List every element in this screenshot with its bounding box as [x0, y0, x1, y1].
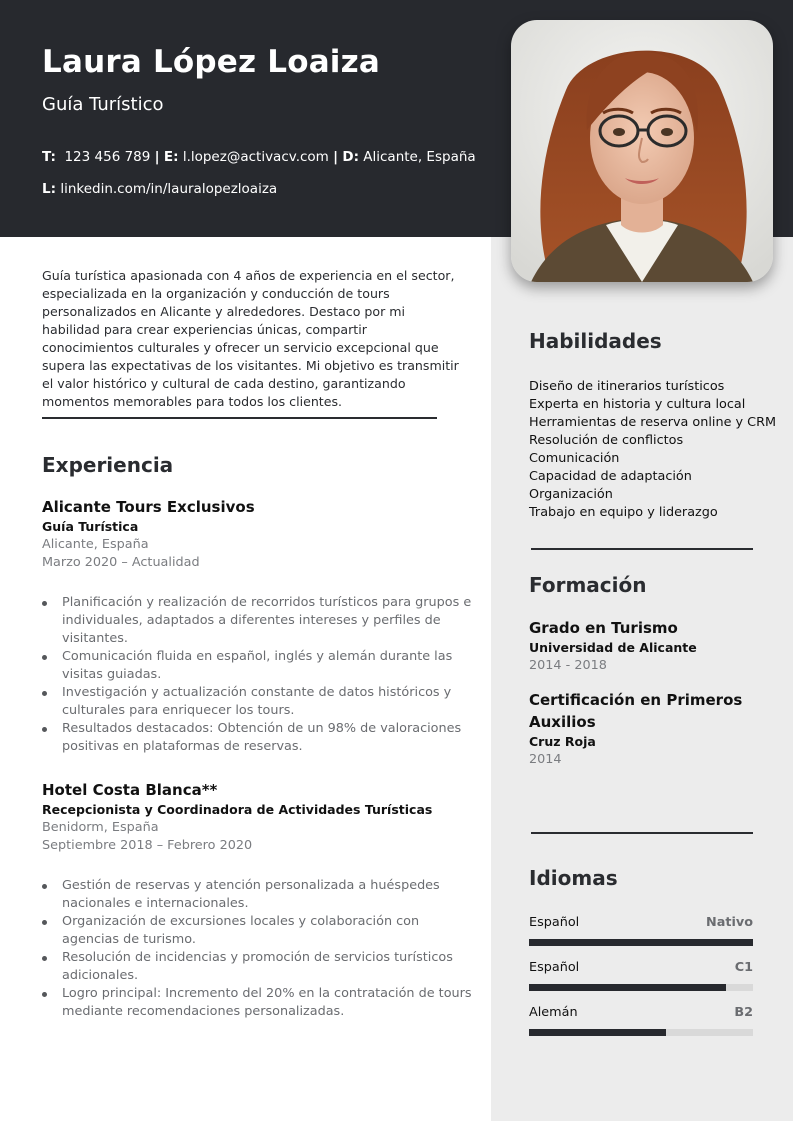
language-level-fill — [529, 984, 726, 991]
language-level-bar — [529, 939, 753, 946]
job-role: Guía Turística — [42, 519, 139, 534]
job-bullet: Gestión de reservas y atención personalizada a huéspedes nacionales e internacionales. — [42, 877, 472, 913]
contact-line-1 — [42, 149, 476, 165]
linkedin-label: L: — [42, 181, 57, 197]
skill-item: Capacidad de adaptación — [529, 469, 692, 484]
language-level-bar — [529, 984, 753, 991]
job-bullet: Logro principal: Incremento del 20% en la contratación de tours mediante recomendaciones personalizadas. — [42, 985, 472, 1021]
skill-item: Comunicación — [529, 451, 620, 466]
skill-item: Trabajo en equipo y liderazgo — [529, 505, 718, 520]
candidate-name: Laura López Loaiza — [42, 44, 381, 80]
education-degree: Certificación en Primeros Auxilios — [529, 691, 743, 731]
language-name: Español — [529, 960, 580, 975]
job-location: Benidorm, España — [42, 820, 159, 835]
email-value: l.lopez@activacv.com — [182, 149, 329, 165]
skill-item: Resolución de conflictos — [529, 433, 684, 448]
profile-photo — [511, 20, 773, 282]
language-name: Alemán — [529, 1005, 578, 1020]
job-company: Alicante Tours Exclusivos — [42, 498, 255, 516]
candidate-title: Guía Turístico — [42, 94, 164, 115]
languages-heading: Idiomas — [529, 866, 618, 890]
language-level-fill — [529, 939, 753, 946]
job-bullet: Comunicación fluida en español, inglés y alemán durante las visitas guiadas. — [42, 648, 472, 684]
language-level: Nativo — [706, 915, 753, 930]
skill-item: Experta en historia y cultura local — [529, 397, 746, 412]
skill-item: Herramientas de reserva online y CRM — [529, 415, 777, 430]
job-bullet: Resultados destacados: Obtención de un 98% de valoraciones positivas en plataformas de reservas. — [42, 720, 472, 756]
contact-separator: | — [333, 149, 339, 165]
job-bullet: Resolución de incidencias y promoción de servicios turísticos adicionales. — [42, 949, 472, 985]
job-entry — [42, 779, 472, 1021]
job-bullet: Planificación y realización de recorridos turísticos para grupos e individuales, adaptados a diferentes intereses y perfiles de visitantes. — [42, 594, 472, 648]
job-bullets — [42, 877, 472, 1021]
job-bullet: Investigación y actualización constante de datos históricos y culturales para enriquecer los tours. — [42, 684, 472, 720]
phone-label: T: — [42, 149, 56, 165]
education-degree: Grado en Turismo — [529, 619, 678, 637]
language-level-bar — [529, 1029, 753, 1036]
email-label: E: — [163, 149, 179, 165]
education-school: Cruz Roja — [529, 734, 596, 749]
address-value: Alicante, España — [363, 149, 476, 165]
job-dates: Septiembre 2018 – Febrero 2020 — [42, 838, 253, 853]
contact-separator: | — [154, 149, 160, 165]
section-divider — [42, 417, 437, 419]
language-entry — [529, 915, 753, 946]
language-level: B2 — [734, 1005, 753, 1020]
job-company: Hotel Costa Blanca** — [42, 781, 218, 799]
linkedin-value: linkedin.com/in/lauralopezloaiza — [60, 181, 278, 197]
experience-heading: Experiencia — [42, 453, 174, 477]
education-heading: Formación — [529, 573, 647, 597]
skills-list — [529, 378, 776, 522]
language-name: Español — [529, 915, 580, 930]
job-dates: Marzo 2020 – Actualidad — [42, 555, 200, 570]
education-years: 2014 - 2018 — [529, 658, 607, 673]
job-entry — [42, 496, 472, 756]
contact-line-2 — [42, 181, 277, 197]
education-entry — [529, 689, 769, 769]
language-entry — [529, 1005, 753, 1036]
language-level: C1 — [734, 960, 753, 975]
phone-value: 123 456 789 — [64, 149, 151, 165]
education-years: 2014 — [529, 752, 562, 767]
skills-heading: Habilidades — [529, 329, 662, 353]
education-school: Universidad de Alicante — [529, 640, 697, 655]
address-label: D: — [342, 149, 359, 165]
job-location: Alicante, España — [42, 537, 149, 552]
profile-summary: Guía turística apasionada con 4 años de experiencia en el sector, especializada en la organización y conducción de tours personalizados en Alicante y alrededores. Destaco por mi habilidad para crear experiencias únicas, compartir conocimientos culturales y ofrecer un servicio excepcional que supera las expectativas de los visitantes. Mi objetivo es transmitir el valor histórico y cultural de cada destino, garantizando momentos memorables para todos los clientes. — [42, 268, 459, 409]
job-bullet: Organización de excursiones locales y colaboración con agencias de turismo. — [42, 913, 472, 949]
education-entry — [529, 617, 769, 675]
skill-item: Diseño de itinerarios turísticos — [529, 379, 725, 394]
section-divider — [531, 548, 753, 550]
language-level-fill — [529, 1029, 666, 1036]
section-divider — [531, 832, 753, 834]
job-role: Recepcionista y Coordinadora de Actividades Turísticas — [42, 802, 433, 817]
language-entry — [529, 960, 753, 991]
job-bullets — [42, 594, 472, 756]
skill-item: Organización — [529, 487, 613, 502]
